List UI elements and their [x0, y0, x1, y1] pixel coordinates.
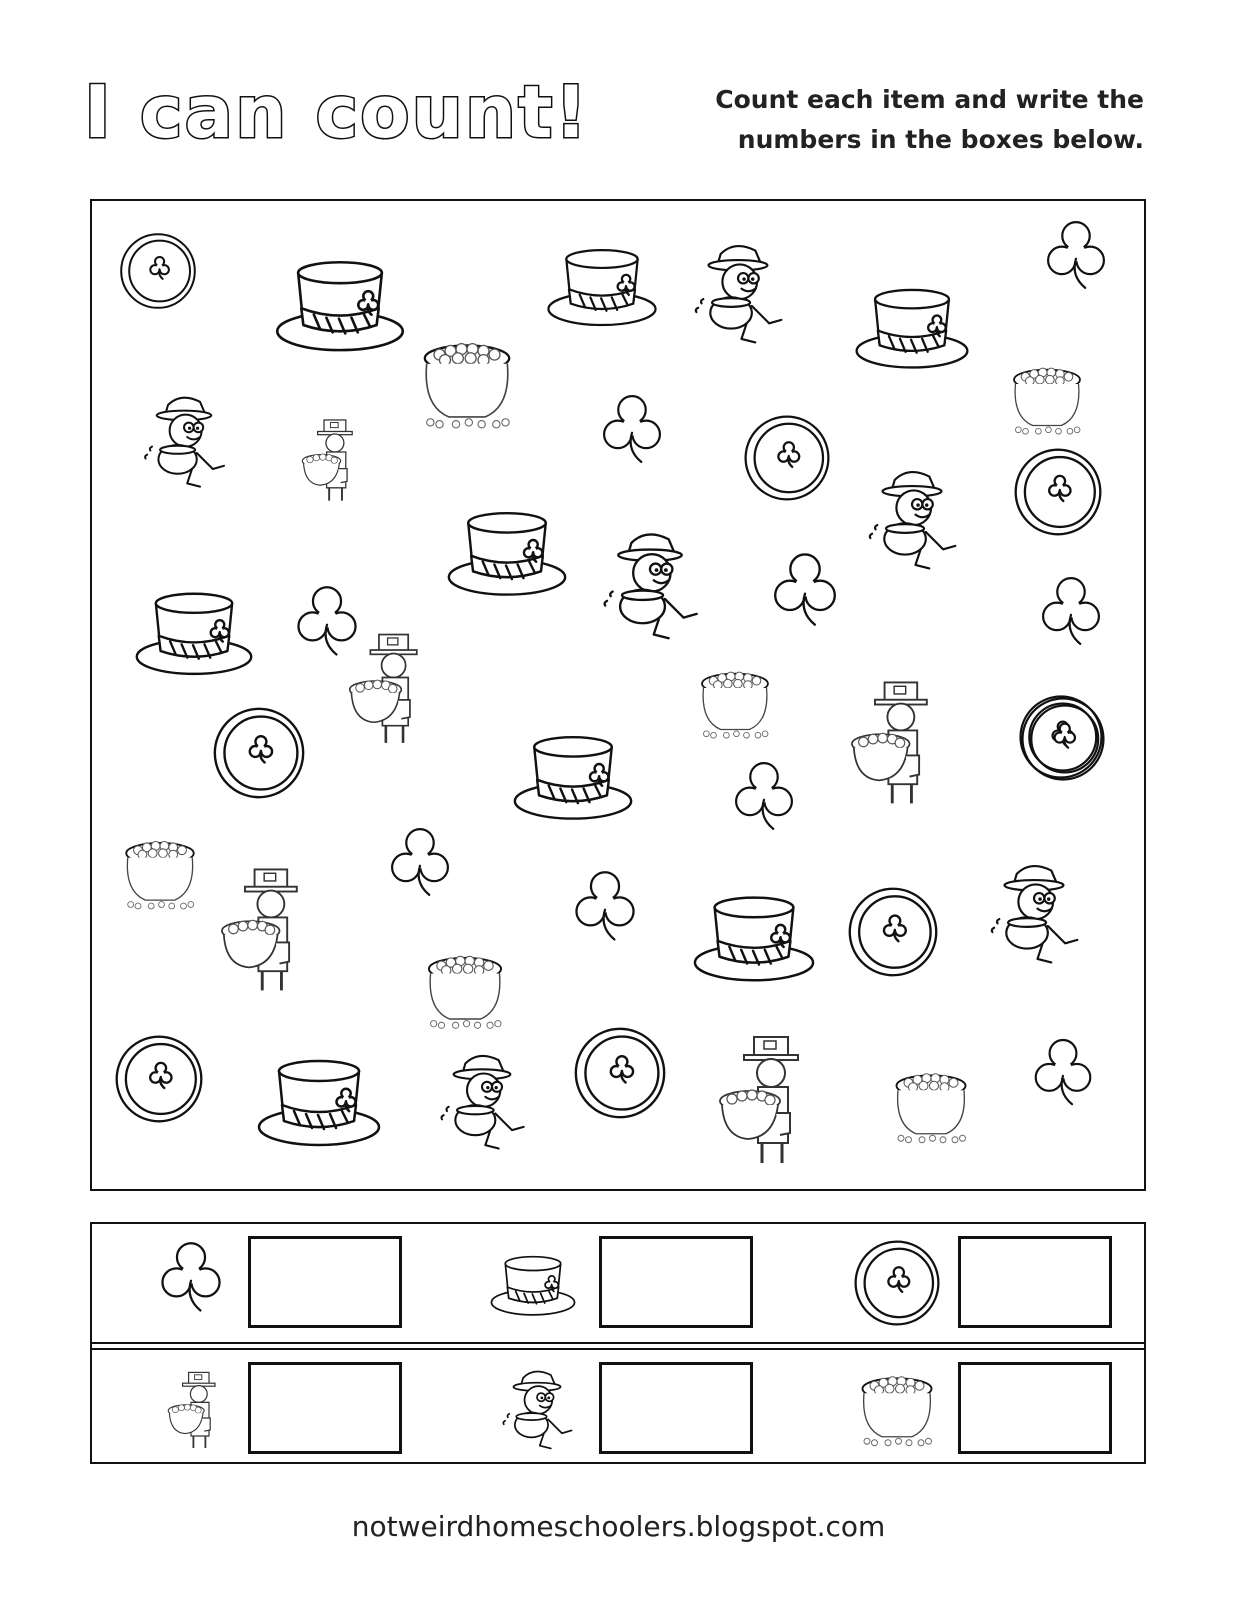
- gold-coin-icon: [118, 225, 198, 317]
- leprechaun-hat-icon: [690, 869, 818, 1001]
- shamrock-icon: [1032, 217, 1120, 305]
- running-leprechaun-icon: [686, 223, 790, 363]
- shamrock-icon: [376, 821, 464, 915]
- running-leprechaun-icon: [432, 1029, 532, 1173]
- boy-with-pot-icon: [850, 669, 946, 813]
- hat-count-box[interactable]: [599, 1236, 753, 1328]
- pot-of-gold-icon: [852, 1364, 942, 1454]
- leprechaun-count-box[interactable]: [599, 1362, 753, 1454]
- shamrock-icon: [588, 387, 676, 483]
- footer-url: notweirdhomeschoolers.blogspot.com: [351, 1510, 886, 1543]
- pot-of-gold-icon: [1004, 349, 1090, 449]
- running-leprechaun-icon: [860, 461, 964, 577]
- boy-count-box[interactable]: [248, 1362, 402, 1454]
- shamrock-count-box[interactable]: [248, 1236, 402, 1328]
- shamrock-icon: [720, 755, 808, 849]
- shamrock-icon: [1026, 573, 1116, 661]
- answer-row-1: [92, 1224, 1144, 1344]
- gold-coin-icon: [742, 413, 832, 503]
- leprechaun-hat-icon: [544, 225, 660, 343]
- gold-coin-icon: [1018, 695, 1108, 783]
- coin-count-box[interactable]: [958, 1236, 1112, 1328]
- shamrock-icon: [756, 549, 854, 643]
- answer-row-2: [92, 1348, 1144, 1468]
- gold-coin-icon: [112, 1033, 206, 1125]
- boy-with-pot-icon: [220, 851, 316, 1005]
- running-leprechaun-icon: [594, 519, 706, 651]
- gold-coin-icon: [1012, 439, 1104, 545]
- running-leprechaun-icon: [492, 1364, 582, 1454]
- pot-of-gold-icon: [886, 1061, 976, 1151]
- pot-of-gold-icon: [412, 321, 522, 445]
- running-leprechaun-icon: [136, 363, 232, 519]
- leprechaun-hat-icon: [510, 711, 636, 837]
- boy-with-pot-icon: [152, 1364, 242, 1454]
- pot-of-gold-icon: [116, 823, 204, 923]
- shamrock-icon: [1020, 1035, 1106, 1121]
- gold-coin-icon: [846, 885, 940, 979]
- counting-area: [90, 199, 1146, 1191]
- shamrock-icon: [560, 865, 650, 959]
- boy-with-pot-icon: [718, 1023, 818, 1173]
- gold-coin-icon: [852, 1238, 942, 1328]
- leprechaun-hat-icon: [272, 237, 408, 367]
- leprechaun-hat-icon: [852, 257, 972, 393]
- shamrock-icon: [146, 1238, 236, 1328]
- pot-count-box[interactable]: [958, 1362, 1112, 1454]
- boy-with-pot-icon: [348, 613, 434, 761]
- pot-of-gold-icon: [692, 653, 778, 753]
- gold-coin-icon: [572, 1021, 668, 1125]
- leprechaun-hat-icon: [488, 1238, 578, 1328]
- leprechaun-hat-icon: [132, 569, 256, 691]
- gold-coin-icon: [210, 705, 308, 801]
- answer-panel: [90, 1222, 1146, 1464]
- worksheet-title: I can count!: [84, 70, 590, 154]
- running-leprechaun-icon: [982, 853, 1086, 973]
- leprechaun-hat-icon: [444, 487, 570, 613]
- leprechaun-hat-icon: [254, 1035, 384, 1163]
- pot-of-gold-icon: [418, 939, 512, 1041]
- boy-with-pot-icon: [288, 411, 378, 507]
- instructions-text: Count each item and write the numbers in the boxes below.: [715, 85, 1144, 154]
